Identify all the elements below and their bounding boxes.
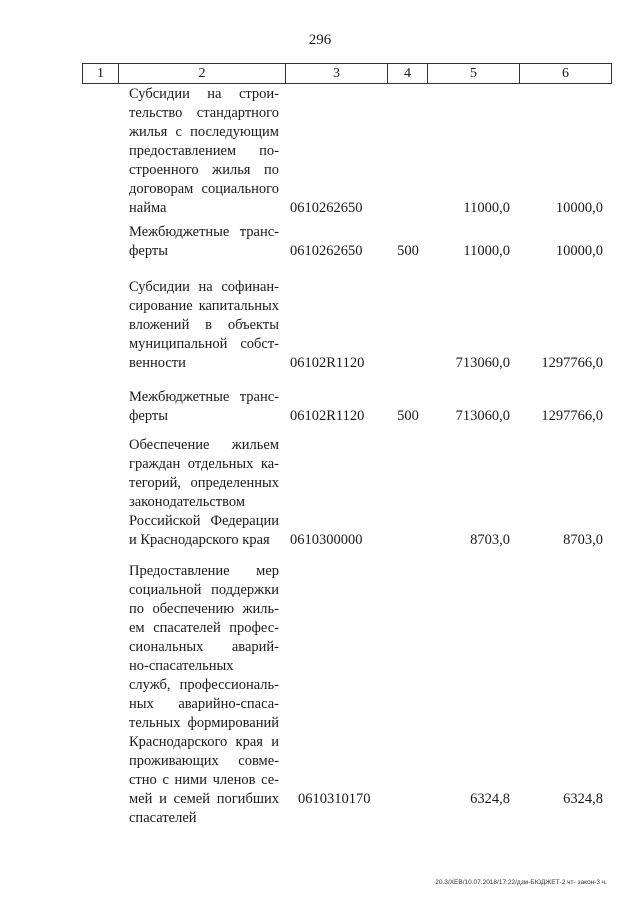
- row-sum-2018: 713060,0: [455, 408, 510, 424]
- table-row-name: [129, 436, 279, 550]
- name-line: и Краснодарского края: [129, 532, 270, 548]
- name-line: Обеспечение жильем: [129, 437, 279, 453]
- header-col-6: 6: [519, 64, 611, 83]
- name-line: Субсидии на строи-: [129, 86, 279, 102]
- table-row-name: [129, 562, 279, 828]
- table-row-name: [129, 388, 279, 426]
- name-line: социальной поддержки: [129, 582, 279, 598]
- name-line: мей и семей погибших: [129, 791, 279, 807]
- name-line: но-спасательных: [129, 658, 234, 674]
- row-sum-2018: 11000,0: [463, 243, 510, 259]
- table-row-name: [129, 278, 279, 373]
- row-sum-2018: 11000,0: [463, 200, 510, 216]
- row-sum-2019: 10000,0: [555, 243, 603, 259]
- name-line: ферты: [129, 243, 168, 259]
- name-line: Краснодарского края и: [129, 734, 279, 750]
- name-line: жилья с последующим: [129, 124, 279, 140]
- name-line: спасателей: [129, 810, 197, 826]
- name-line: тельных формирований: [129, 715, 279, 731]
- name-line: по обеспечению жиль-: [129, 601, 279, 617]
- name-line: Межбюджетные транс-: [129, 224, 279, 240]
- header-col-5: 5: [427, 64, 519, 83]
- row-sum-2019: 8703,0: [563, 532, 603, 548]
- name-line: Предоставление мер: [129, 563, 279, 579]
- row-sum-2018: 8703,0: [470, 532, 510, 548]
- page-number: 296: [308, 32, 332, 48]
- row-vr: 500: [397, 243, 419, 259]
- header-col-4: 4: [387, 64, 427, 83]
- row-code: 0610262650: [290, 243, 363, 259]
- name-line: тегорий, определенных: [129, 475, 279, 491]
- row-sum-2019: 6324,8: [563, 791, 603, 807]
- row-sum-2019: 10000,0: [555, 200, 603, 216]
- name-line: муниципальной собст-: [129, 336, 279, 352]
- name-line: тельство стандартного: [129, 105, 279, 121]
- row-code: 06102R1120: [290, 355, 365, 371]
- header-col-1: 1: [97, 66, 104, 81]
- name-line: граждан отдельных ка-: [129, 456, 279, 472]
- name-line: стно с ними членов се-: [129, 772, 279, 788]
- name-line: Российской Федерации: [129, 513, 279, 529]
- name-line: найма: [129, 200, 167, 216]
- table-row-name: [129, 223, 279, 261]
- row-code: 0610300000: [290, 532, 363, 548]
- row-code: 0610262650: [290, 200, 363, 216]
- document-footer-code: 20.3/ХЕВ/10.07.2018/17:22/дзм-БЮДЖЕТ-2 чт- закон-3 ч.: [435, 879, 607, 886]
- row-sum-2019: 1297766,0: [541, 355, 603, 371]
- name-line: договорам социального: [129, 181, 279, 197]
- name-line: предоставлением по-: [129, 143, 279, 159]
- name-line: ем спасателей профес-: [129, 620, 279, 636]
- row-sum-2019: 1297766,0: [541, 408, 603, 424]
- name-line: строенного жилья по: [129, 162, 279, 178]
- name-line: венности: [129, 355, 186, 371]
- name-line: сирование капитальных: [129, 298, 279, 314]
- name-line: служб, профессиональ-: [129, 677, 279, 693]
- name-line: проживающих совме-: [129, 753, 279, 769]
- name-line: ных аварийно-спаса-: [129, 696, 279, 712]
- row-code: 0610310170: [298, 791, 371, 807]
- name-line: Межбюджетные транс-: [129, 389, 279, 405]
- header-col-2: 2: [118, 64, 285, 83]
- row-sum-2018: 713060,0: [455, 355, 510, 371]
- row-code: 06102R1120: [290, 408, 365, 424]
- header-col-3: 3: [285, 64, 387, 83]
- name-line: вложений в объекты: [129, 317, 279, 333]
- name-line: ферты: [129, 408, 168, 424]
- table-header: [82, 63, 612, 84]
- name-line: сиональных аварий-: [129, 639, 279, 655]
- name-line: законодательством: [129, 494, 246, 510]
- row-sum-2018: 6324,8: [470, 791, 510, 807]
- row-vr: 500: [397, 408, 419, 424]
- table-row-name: [129, 85, 279, 218]
- name-line: Субсидии на софинан-: [129, 279, 279, 295]
